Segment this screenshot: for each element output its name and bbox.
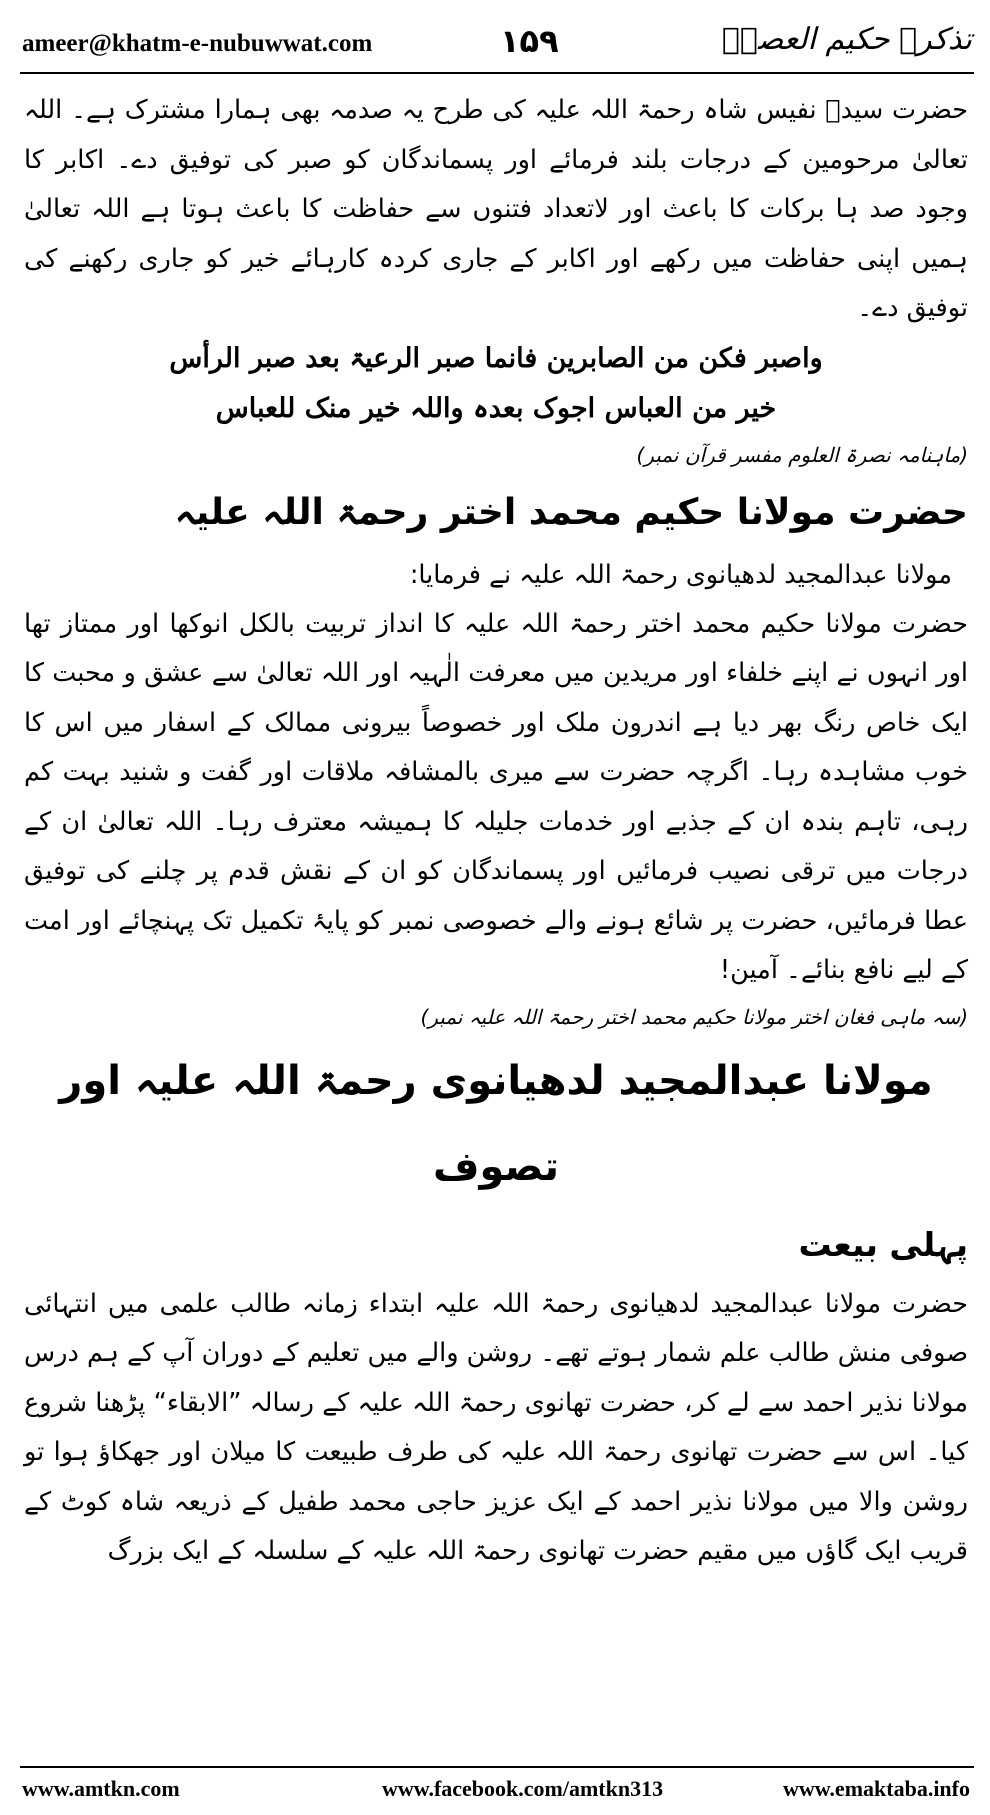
page-footer xyxy=(22,1774,970,1806)
paragraph-first-bayah: حضرت مولانا عبدالمجید لدھیانوی رحمۃ اللہ علیہ ابتداء زمانہ طالب علمی میں انتہائی صوفی منش طالب علم شمار ہوتے تھے۔ روشن والے میں تعلیم کے دوران آپ کے ہم درس مولانا نذیر احمد سے لے کر، حضرت تھانوی رحمۃ اللہ علیہ کے رسالہ ”الابقاء“ پڑھنا شروع کیا۔ اس سے حضرت تھانوی رحمۃ اللہ علیہ کی طرف طبیعت کا میلان اور جھکاؤ ہوا تو روشن والا میں مولانا نذیر احمد کے ایک عزیز حاجی محمد طفیل کے ذریعہ شاہ کوٹ کے قریب ایک گاؤں میں مقیم حضرت تھانوی رحمۃ اللہ علیہ کے سلسلہ کے ایک بزرگ xyxy=(24,1288,968,1566)
paragraph-tribute: حضرت مولانا حکیم محمد اختر رحمۃ اللہ علیہ کا انداز تربیت بالکل انوکھا اور ممتاز تھا اور انہوں نے اپنے خلفاء اور مریدین میں معرفت الٰہیہ اور اللہ تعالیٰ سے عشق و محبت کا ایک خاص رنگ بھر دیا ہے اندرون ملک اور خصوصاً بیرونی ممالک کے اسفار میں اس کا خوب مشاہدہ رہا۔ اگرچہ حضرت سے میری بالمشافہ ملاقات اور گفت و شنید بہت کم رہی، تاہم بندہ ان کے جذبے اور خدمات جلیلہ کا ہمیشہ معترف رہا۔ اللہ تعالیٰ ان کے درجات میں ترقی نصیب فرمائیں اور پسماندگان کو ان کے نقش قدم پر چلنے کی توفیق عطا فرمائیں، حضرت پر شائع ہونے والے خصوصی نمبر کو پایۂ تکمیل تک پہنچائے اور امت کے لیے نافع بنائے۔ آمین! xyxy=(24,608,968,985)
page-number: ۱۵۹ xyxy=(500,22,559,60)
header-email: ameer@khatm-e-nubuwwat.com xyxy=(22,30,373,57)
footer-divider xyxy=(20,1766,974,1768)
source-citation-2: (سہ ماہی فغان اختر مولانا حکیم محمد اختر رحمۃ اللہ علیہ نمبر) xyxy=(420,1004,968,1029)
section-title-tasawwuf: مولانا عبدالمجید لدھیانوی رحمۃ اللہ علیہ اور تصوف xyxy=(59,1057,933,1190)
footer-link-amtkn[interactable]: www.amtkn.com xyxy=(22,1776,180,1801)
header-divider xyxy=(20,72,974,74)
page-body xyxy=(24,86,968,1577)
poem-line-1: واصبر فکن من الصابرین فانما صبر الرعیۃ بعد صبر الرأس xyxy=(169,342,823,374)
footer-link-facebook[interactable]: www.facebook.com/amtkn313 xyxy=(382,1776,664,1801)
section-heading-hakeem-akhtar: حضرت مولانا حکیم محمد اختر رحمۃ اللہ علیہ xyxy=(174,491,968,533)
subheading-first-bayah: پہلی بیعت xyxy=(798,1224,968,1264)
book-title: تذکرہ حکیم العصرؒ xyxy=(721,22,972,57)
source-citation-1: (ماہنامہ نصرۃ العلوم مفسر قرآن نمبر) xyxy=(636,442,968,467)
intro-line: مولانا عبدالمجید لدھیانوی رحمۃ اللہ علیہ نے فرمایا: xyxy=(409,559,952,590)
paragraph-condolence: حضرت سیدؒ نفیس شاہ رحمۃ اللہ علیہ کی طرح یہ صدمہ بھی ہمارا مشترک ہے۔ اللہ تعالیٰ مرحومین کے درجات بلند فرمائے اور پسماندگان کو صبر کی توفیق دے۔ اکابر کا وجود صد ہا برکات کا باعث اور لاتعداد فتنوں سے حفاظت کا باعث ہوتا ہے اللہ تعالیٰ ہمیں اپنی حفاظت میں رکھے اور اکابر کے جاری کردہ کارہائے خیر کو جاری رکھنے کی توفیق دے۔ xyxy=(24,95,968,323)
footer-link-emaktaba[interactable]: www.emaktaba.info xyxy=(782,1776,970,1801)
poem-line-2: خیر من العباس اجوک بعدہ واللہ خیر منک للعباس xyxy=(215,392,777,424)
page-header xyxy=(22,18,972,68)
